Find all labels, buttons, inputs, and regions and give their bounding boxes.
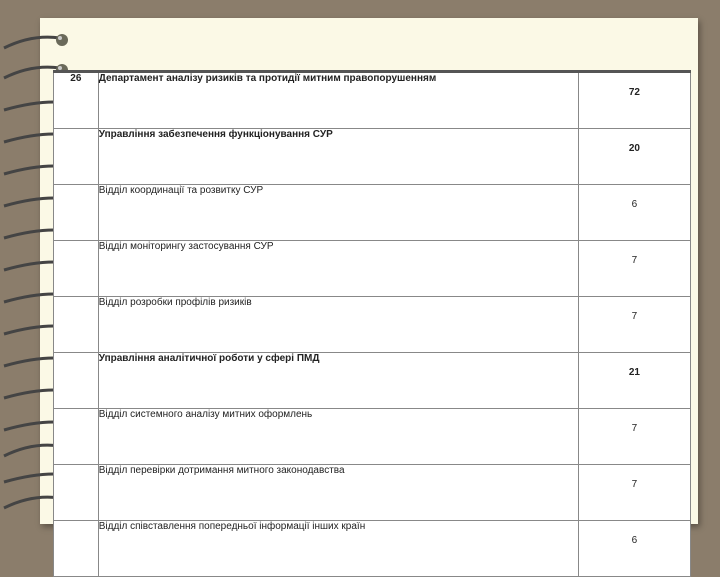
unit-name: Відділ координації та розвитку СУР (98, 185, 578, 241)
staff-count: 7 (578, 409, 690, 465)
table-row (54, 185, 691, 241)
staff-count: 6 (578, 521, 690, 577)
staffing-table (53, 70, 691, 577)
table-row (54, 521, 691, 577)
table-row (54, 353, 691, 409)
row-number: 26 (54, 72, 99, 129)
row-number (54, 409, 99, 465)
table-row (54, 72, 691, 129)
row-number (54, 353, 99, 409)
unit-name: Відділ системного аналізу митних оформлень (98, 409, 578, 465)
row-number (54, 185, 99, 241)
unit-name: Департамент аналізу ризиків та протидії митним правопорушенням (98, 72, 578, 129)
row-number (54, 241, 99, 297)
staff-count: 7 (578, 465, 690, 521)
table-row (54, 409, 691, 465)
unit-name: Відділ співставлення попередньої інформації інших країн (98, 521, 578, 577)
staff-count: 7 (578, 241, 690, 297)
unit-name: Управління аналітичної роботи у сфері ПМД (98, 353, 578, 409)
staff-count: 7 (578, 297, 690, 353)
row-number (54, 521, 99, 577)
unit-name: Управління забезпечення функціонування СУР (98, 129, 578, 185)
staff-count: 21 (578, 353, 690, 409)
staff-count: 20 (578, 129, 690, 185)
table-row (54, 129, 691, 185)
unit-name: Відділ моніторингу застосування СУР (98, 241, 578, 297)
spiral-ring-icon (2, 32, 72, 52)
row-number (54, 297, 99, 353)
staff-count: 6 (578, 185, 690, 241)
unit-name: Відділ перевірки дотримання митного законодавства (98, 465, 578, 521)
table-row (54, 241, 691, 297)
row-number (54, 129, 99, 185)
table-row (54, 465, 691, 521)
row-number (54, 465, 99, 521)
unit-name: Відділ розробки профілів ризиків (98, 297, 578, 353)
table-row (54, 297, 691, 353)
staff-count: 72 (578, 72, 690, 129)
